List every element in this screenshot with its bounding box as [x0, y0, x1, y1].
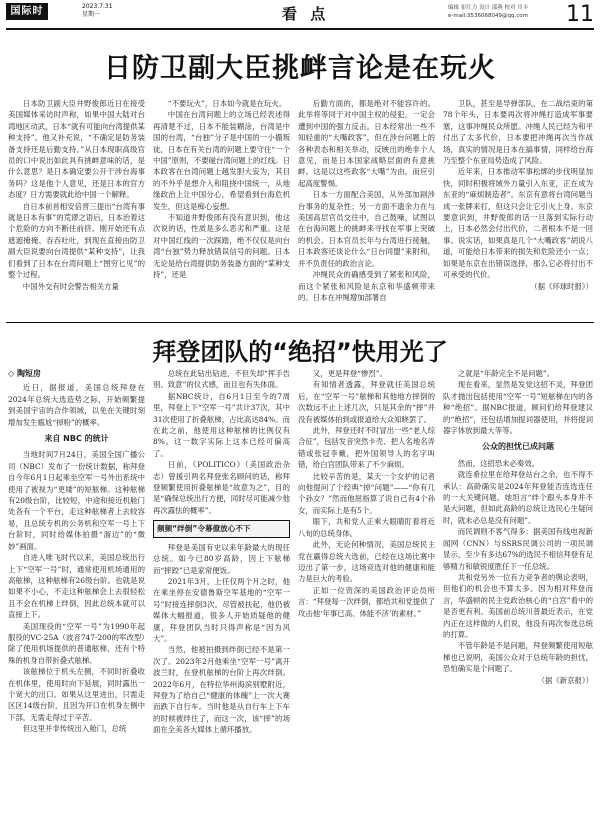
paragraph: 冲绳民众的确感受到了紧张和风险，而这个紧张和风险是东京和华盛顿带来的。日本在冲绳增加部署自 [298, 270, 435, 302]
article2-col4-intro [443, 368, 593, 436]
article2-col1-body [8, 449, 145, 734]
paragraph: 当地时间7月24日，美国全国广播公司（NBC）发布了一份统计数据，称拜登自今年6月1日起乘坐空军一号外出系统中使用了被视为“更矮”的短舷梯。这种舷梯有20级台阶，比较短，中途和接近机舱门处各有一个平台，走这种舷梯者上去较容易，且总统专机的公务机和空军一号上下台阶时，同时给媒体拍摄“溜边”的“微妙”画面。 [8, 450, 145, 551]
paragraph: 该舷梯位于机头左侧，不同时折叠收在机体里，使用时向下延展，同时露出一个宽大的出口。如果从这里进出，只需走区区14级台阶，且因为开口在机身左侧中下部，无需走得过于辛苦。 [8, 667, 145, 722]
section-title: 看 点 [282, 5, 330, 23]
paragraph: 比较辛苦的是，某天一个女护的记者向他提问了个经典“掉“问题”——“你有几个孙女？”然而他屈指算了说自己有4个孙女，而实际上是有5个。 [298, 471, 435, 515]
paragraph: 有知情者透露，拜登就任美国总统后，在“空军一号”舷梯和其他地方摔倒的次数远不止上述几次，只是其余的“摔”并没有被媒体拍到或报道给大众知晓罢了。 [298, 380, 435, 424]
paragraph: 而民调则不客气得多：据美国有线电视新闻网（CNN）与SSRS民调公司的一项民调显示，至少有多达67%的选民不相信拜登有足够精力和敏锐度胜任下一任总统。 [443, 527, 593, 571]
paragraph: 不知道井野俊郎有没有意识到，他这次说的话，性质是多么恶劣和严重。这是对中国红线的一次踩踏，绝不仅仅是向台湾“台独”势力释放错误信号的问题。日本无论是给台湾提供防务装备方面的“某种支持”，还是 [153, 213, 290, 280]
paragraph: 正如一位资深的美国政治评论员所言：“拜登每一次绊倒，都给共和党提供了攻击他‘年事已高、体能不济’的素材。” [298, 585, 435, 618]
paragraph: 日前，《POLITICO》（美国政治杂志）曾援引两名拜登张名顾问的话，称拜登频繁使用折叠舷梯是“故意为之”，目的是“确保总统出行方便，同时尽可能减少他再次露怯的概率”。 [153, 460, 290, 515]
subheading-nbc: 来自 NBC 的统计 [44, 434, 109, 444]
article-divider [6, 322, 594, 323]
article2-col2-intro [153, 368, 290, 516]
paragraph: 日本防卫副大臣井野俊郎近日在接受美国媒体采访时声称，如果中国大陆对台湾地区动武，日本“就有可能向台湾提供某种支持”。他又补充说，“不确定是防务装备支持还是后勤支持。”从日本现职高级官员的口中说出如此具有挑衅意味的话，是什么意思？是日本确定要公开干涉台海事务吗？这是他个人意见，还是日本的官方态度？日方需要就此给中国一个解释。 [8, 99, 145, 200]
paragraph: 不管年龄是不是问题，拜登频繁使用短舷梯也已说明，美国公众对于总统年龄的担忧，恐怕确实是个问题了。 [443, 641, 593, 674]
paragraph: 自日本前首相安倍晋三提出“台湾有事就是日本有事”的荒谬之语后，日本治着这个危险的方向不断往前挤。刚开始还有点遮遮掩掩、吞吞吐吐，到现在直接由防卫副大臣说要向台湾提供“某种支持”，让我们看到了日本在台湾问题上“图穷匕见”的整个过程。 [8, 201, 145, 280]
paragraph: 美国现役的“空军一号”为1990年起服役的VC-25A（波音747-200的军改型）除了使用机场提供的普通舷梯，还有个特殊的机身自带折叠式舷梯。 [8, 621, 145, 665]
paragraph: “不要玩火”，日本如今就是在玩火。 [167, 99, 287, 108]
paragraph: 但这里并非传统出入舱门，总统 [22, 724, 127, 734]
byline: ◇ 陶短房 [8, 369, 41, 378]
page-number: 11 [566, 2, 594, 27]
subheading-trip: 频频“绊倒”令幕僚放心不下 [153, 520, 290, 537]
article1-col3 [298, 98, 435, 326]
article1-col2 [153, 98, 290, 326]
paragraph: 日本一方面配合美国，从外部加剧涉台事务的复杂性；另一方面不遗余力在与美国高层官员交往中，自己鼓噪，试图以在台海问题上的挑衅来寻找在军事上突破的机会。日本官员长年与台湾进行接触，日本政客还谈论什么“日台同盟”来附和，并不负责任的政治言论。 [298, 190, 435, 268]
article2-col2 [153, 368, 290, 830]
paragraph: 当然，他被拍摄到绊倒已经不是第一次了。2023年2月他乘坐“空军一号”离开波兰时，在登机舷梯的台阶上再次绊倒。2022年6月，在特拉华州海滨别墅附近，拜登为了给自己“健康的体魄”上一次大赛而跌下自行车。当时他是从自行车上下车的时候被绊住了，而这一次，该“摔”的场面在全美各大媒体上循环播放。 [153, 645, 290, 735]
paragraph: 总统在此钻出钻进，不但失却“挥手告别、致意”的仪式感，而且也有失体面。 [153, 369, 290, 390]
paragraph: 眼下，共和党人正乘大眼睛盯着将近八旬的总统身体。 [298, 517, 435, 538]
paragraph: 自进入唯飞时代以来，美国总统出行上下“空军一号”时，通常使用机场通用的高舷梯，这种舷梯有26级台阶。也就是说如果不小心，不走这种舷梯会上去很轻松且不会在机梯上绊倒，因此总统本就可以直接上下。 [8, 553, 145, 620]
paragraph: 近年来，日本推动军事松绑的步伐明显加快，同时积极将域外力量引入东亚，正在成为东亚的“麻烦制造者”。东京有意将台湾问题当成一张牌来打，但这只会让它引火上身。东京要意识到，井野俊郎的话一旦落到实际行动上，日本必然会付出代价，二者根本不是一回事。说实话，如果真是几个“大嘴政客”胡说八道，可能给日本带来的损失和危险还小一点；如果是东京在出错误选择，那么它必将付出不可承受的代价。 [443, 167, 593, 280]
article2-col4 [443, 368, 593, 830]
article2-col3 [298, 368, 435, 830]
paragraph: 拜登是美国有史以来年龄最大的现任总统。如今已80岁高龄，因上下舷梯而“摔跤”已是家常便饭。 [153, 542, 290, 575]
paragraph: 此外，拜登还时不时冒出一些“老人综合征”，包括发音突然卡壳、把人名地名弄错或张冠李戴，把外国领导人的名字叫错，给白宫团队带来了不少麻烦。 [298, 426, 435, 470]
paragraph: 就连希拉里在给拜登站台之余，也不得不承认：高龄确实是2024年拜登能否连选连任的一大关键问题。她坦言“绊个跟头本身并不是大问题，但如此高龄的总统让选民心生疑问时，就未必总是没有问题”。 [443, 470, 593, 525]
paragraph: 此外，无论何种情况，美国总统民主党在赢得总统大选前，已经在这场比赛中迈出了第一步，这场竞选对他的健康和能力是巨大的考验。 [298, 540, 435, 584]
paragraph: 之就是“年龄完全不是问题”。 [457, 369, 555, 378]
masthead [0, 0, 600, 28]
issue-date: 2023.7.31 星期一 [82, 3, 113, 18]
paragraph: 中国外交有时会警告相关方量 [22, 281, 119, 291]
paragraph: 2021年3月，上任仅两个月之时，他在乘坐停在安德鲁斯空军基地的“空军一号”时接连摔倒3次。尽管被扶起，他仍被媒体大幅报道，很多人开始质疑他的健康，拜登团队当时只得声称是“因为风大”。 [153, 576, 290, 643]
article1-col4 [443, 98, 593, 326]
article2-col4-body [443, 458, 593, 686]
paragraph: （据《新京报》） [537, 675, 593, 685]
paragraph: 近日，据报道，美国总统拜登在2024年总统大选造势之际，开始频繁提到美国宇宙的合作领域，以免在关键时刻增加发生尴尬“掉粉”的概率。 [8, 383, 145, 427]
paragraph: 又，更是拜登“惨烈”。 [312, 369, 387, 378]
article1-col1 [8, 98, 145, 326]
paragraph: （据《环球时报》） [530, 281, 593, 291]
masthead-rule [6, 28, 594, 30]
article2-col1 [8, 368, 145, 830]
paragraph: 中国在台湾问题上的立场已经表述得再清楚不过，日本不能装糊涂，台湾是中国的台湾，“台独”分子是中国的一小撮叛徒，日本在有关台湾的问题上要守住“一个中国”原则，不要碰台湾问题上的红线。日本政客在台湾问题上越发胆大妄为，其目的不外乎是想介入和阻挠中国统一，从地缘政治上让中国分心，希望看到台海危机发生，但这是痴心妄想。 [153, 110, 290, 211]
article1-headline: 日防卫副大臣挑衅言论是在玩火 [104, 53, 496, 84]
paragraph: 然而，这招恐未必奏效。 [457, 458, 540, 468]
editors-credit: 编辑 崔红力 设计 邵燕 校对 川丰 e-mail:3536068049@qq.com [448, 5, 529, 19]
paragraph: 后勤方面的，都是绝对不能容许的。此举将等同于对中国主权的侵犯，一定会遭到中国的强力反击。日本经常出一些不知轻重的“大嘴政客”，但在涉台问题上的各种表态和相关举动，反映出的绝非个人意见，而是日本国家战略层面的有意挑衅。这是以这些政客“大嘴”为由，而应引起高度警惕。 [298, 99, 435, 188]
article2-col1-intro [8, 382, 145, 428]
paragraph: 共和党另外一位有力竞争者的舆论表明，但他们的机会也不算太多。因为相对拜登而言，华盛顿的民主党政治核心的“白宫”看中的是否更有利。美国前总统川普最近表示，在党内正在这样做的人们说，他没有再次参选总统的打算。 [443, 572, 593, 639]
article2-col2-body [153, 542, 290, 736]
paragraph: 卫队，甚至是导弹部队，在二战结束的第78个年头，日本要再次将冲绳打造成军事要塞，这事冲绳民众所愿。冲绳人民已经为和平付出了太多代价，日本要把冲绳再次当作战场，真实的情况是日本在搞事情，同样给台海乃至整个东亚局势造成了风险。 [443, 99, 593, 166]
article2-headline: 拜登团队的“绝招”快用光了 [152, 338, 448, 366]
subheading-public-concern: 公众的担忧已成问题 [482, 442, 554, 452]
newspaper-logo: 国际时 [6, 3, 48, 20]
paragraph: 现在看来，显然是发觉这招不灵，拜登团队才抛出包括使用“空军一号”短舷梯在内的各种“绝招”。据NBC报道，顾问们给拜登建议的“绝招”，还包括增加提词器使用，并将提词器字体放到最大等等。 [443, 380, 593, 436]
paragraph: 据NBC统计，自6月1日至今的7周里，拜登上下“空军一号”共计37次，其中31次使用了折叠舷梯，占比高达84%。而在此之前，他使用这种舷梯的比例仅有8%。这一数字实际上这本已经可偏高了。 [153, 391, 290, 458]
